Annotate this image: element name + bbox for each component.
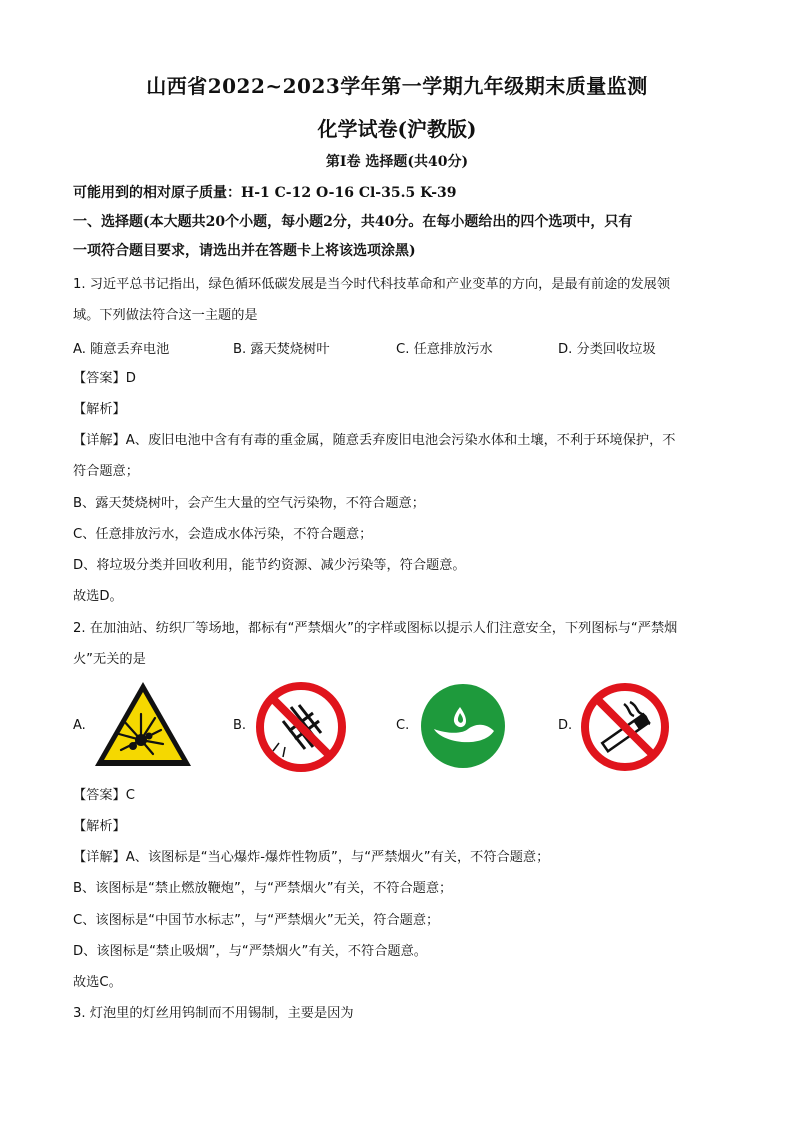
q2-detail-c: C、该图标是“中国节水标志”，与“严禁烟火”无关，符合题意； bbox=[73, 913, 440, 928]
q1-detail-c: C、任意排放污水，会造成水体污染，不符合题意； bbox=[73, 527, 373, 542]
no-smoking-icon bbox=[580, 682, 670, 776]
page-title: 山西省2022~2023学年第一学期九年级期末质量监测 bbox=[146, 74, 648, 98]
instructions-line-1: 一、选择题(本大题共20个小题，每小题2分，共40分。在每小题给出的四个选项中，只有 bbox=[73, 214, 633, 230]
q2-detail-d: D、该图标是“禁止吸烟”，与“严禁烟火”有关，不符合题意。 bbox=[73, 944, 427, 959]
q1-detail-line-1: 【详解】A、废旧电池中含有有毒的重金属，随意丢弃废旧电池会污染水体和土壤，不利于环境保护，不 bbox=[73, 433, 676, 448]
q2-stem-line-2: 火”无关的是 bbox=[73, 652, 146, 667]
q1-detail-d: D、将垃圾分类并回收利用，能节约资源、减少污染等，符合题意。 bbox=[73, 558, 466, 573]
q2-conclusion: 故选C。 bbox=[73, 975, 122, 990]
water-saving-icon bbox=[420, 683, 506, 773]
q2-analysis-label: 【解析】 bbox=[73, 819, 126, 834]
instructions-line-2: 一项符合题目要求，请选出并在答题卡上将该选项涂黑) bbox=[73, 243, 416, 259]
q3-stem: 3. 灯泡里的灯丝用钨制而不用锡制，主要是因为 bbox=[73, 1006, 354, 1021]
q2-option-a-label: A. bbox=[73, 718, 86, 733]
page-subtitle: 化学试卷(沪教版) bbox=[317, 117, 477, 141]
q1-option-b: B. 露天焚烧树叶 bbox=[233, 342, 330, 357]
q2-stem-line-1: 2. 在加油站、纺织厂等场地，都标有“严禁烟火”的字样或图标以提示人们注意安全，下列图标与“严禁烟 bbox=[73, 621, 678, 636]
explosive-warning-icon bbox=[93, 680, 193, 774]
section-heading: 第Ⅰ卷 选择题(共40分) bbox=[325, 154, 469, 170]
q1-analysis-label: 【解析】 bbox=[73, 402, 126, 417]
q1-stem-line-1: 1. 习近平总书记指出，绿色循环低碳发展是当今时代科技革命和产业变革的方向，是最有前途的发展领 bbox=[73, 277, 671, 292]
q1-option-c: C. 任意排放污水 bbox=[396, 342, 493, 357]
q2-answer: 【答案】C bbox=[73, 788, 135, 803]
no-firecrackers-icon bbox=[255, 681, 347, 777]
atomic-masses: 可能用到的相对原子质量：H-1 C-12 O-16 Cl-35.5 K-39 bbox=[73, 185, 457, 201]
q2-option-d-label: D. bbox=[558, 718, 573, 733]
q2-detail-b: B、该图标是“禁止燃放鞭炮”，与“严禁烟火”有关，不符合题意； bbox=[73, 881, 453, 896]
q1-option-d: D. 分类回收垃圾 bbox=[558, 342, 656, 357]
q2-option-c-label: C. bbox=[396, 718, 410, 733]
q1-stem-line-2: 域。下列做法符合这一主题的是 bbox=[73, 308, 258, 323]
q1-option-a: A. 随意丢弃电池 bbox=[73, 342, 170, 357]
q2-detail-a: 【详解】A、该图标是“当心爆炸-爆炸性物质”，与“严禁烟火”有关，不符合题意； bbox=[73, 850, 550, 865]
q2-option-b-label: B. bbox=[233, 718, 247, 733]
q1-answer: 【答案】D bbox=[73, 371, 136, 386]
q1-detail-b: B、露天焚烧树叶，会产生大量的空气污染物，不符合题意； bbox=[73, 496, 425, 511]
q1-conclusion: 故选D。 bbox=[73, 589, 123, 604]
q1-detail-line-2: 符合题意； bbox=[73, 464, 139, 479]
